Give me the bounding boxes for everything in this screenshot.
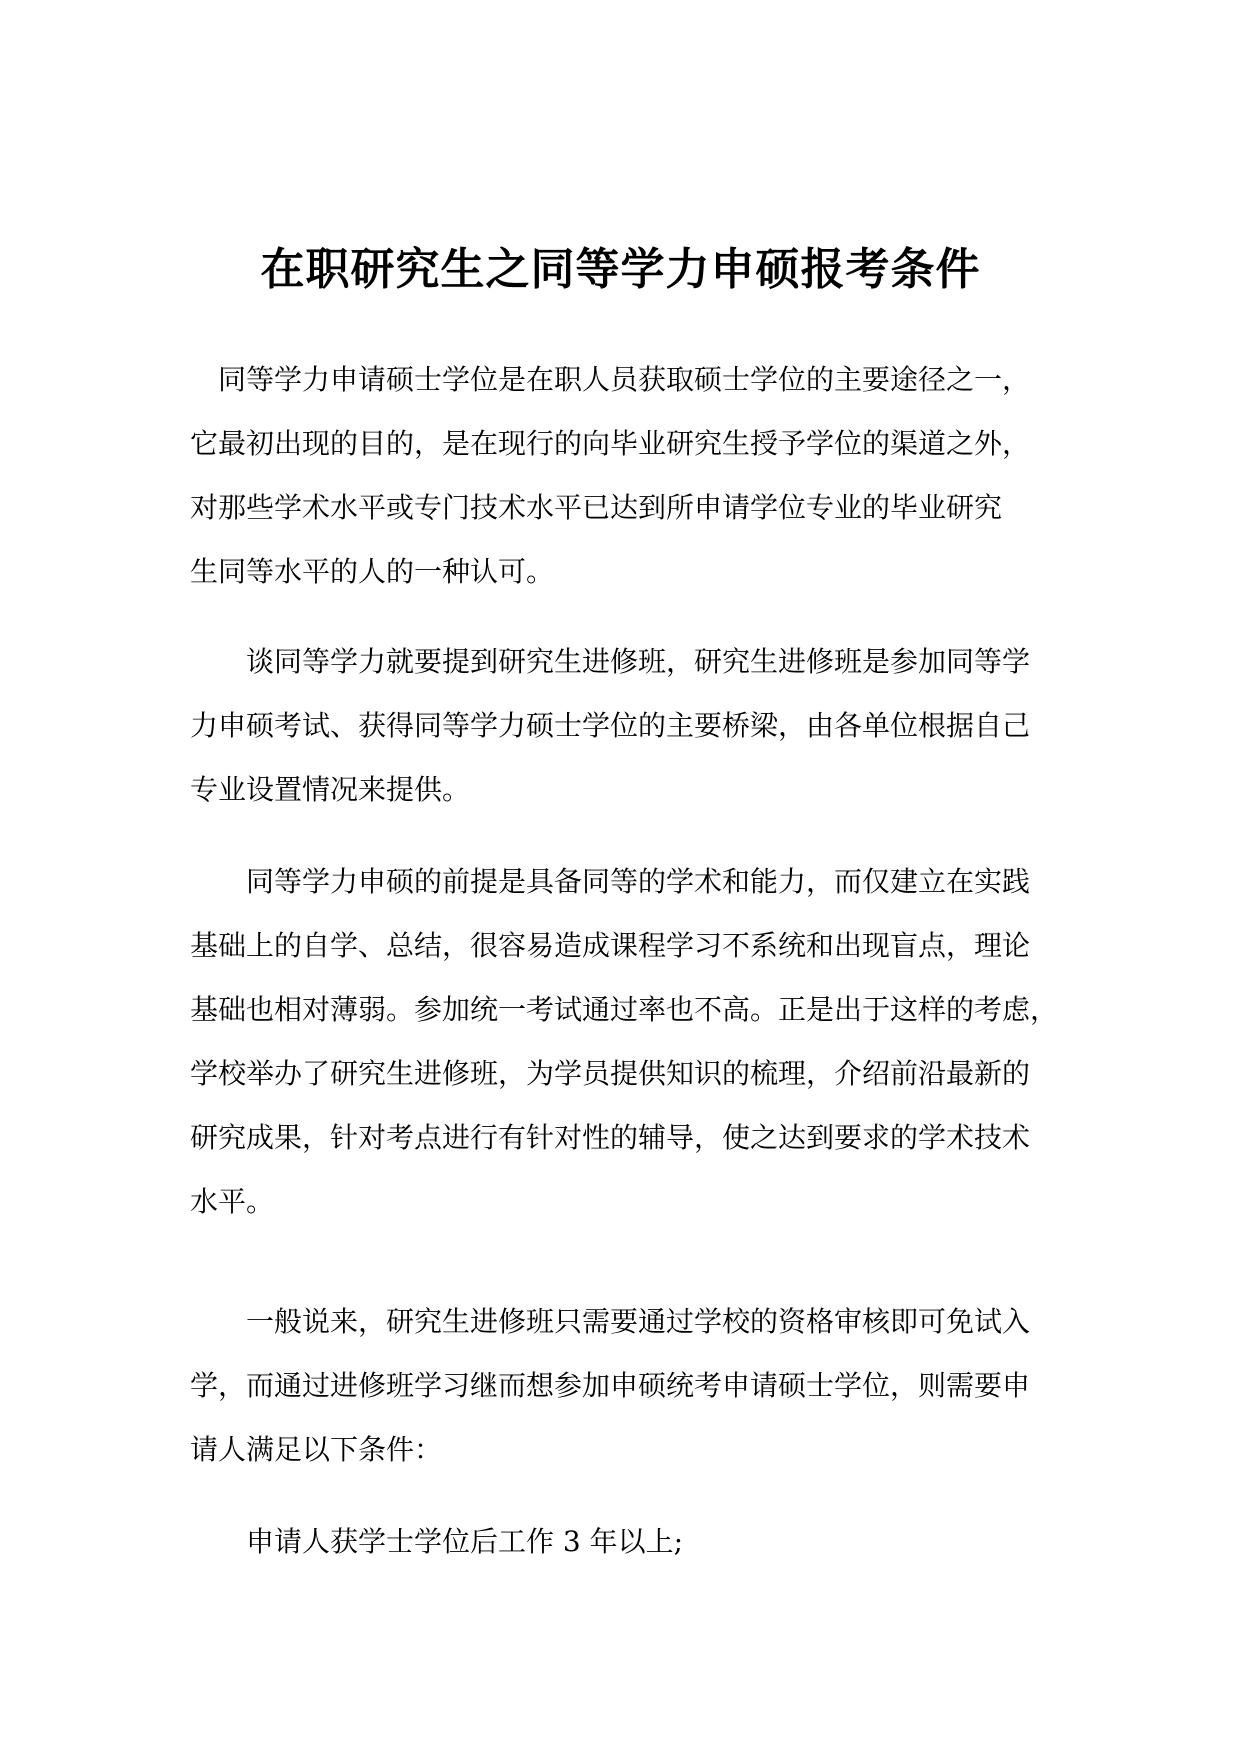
paragraph-1 [190, 348, 1070, 604]
paragraph-line: 力申硕考试、获得同等学力硕士学位的主要桥梁，由各单位根据自己 [190, 709, 1031, 742]
paragraph-line: 基础也相对薄弱。参加统一考试通过率也不高。正是出于这样的考虑， [190, 993, 1059, 1026]
paragraph-line: 学，而通过进修班学习继而想参加申硕统考申请硕士学位，则需要申 [190, 1369, 1031, 1402]
paragraph-line: 同等学力申硕的前提是具备同等的学术和能力，而仅建立在实践 [190, 865, 1031, 898]
paragraph-line: 生同等水平的人的一种认可。 [190, 555, 555, 588]
paragraph-4 [190, 1290, 1070, 1482]
paragraph-5 [190, 1510, 1070, 1574]
paragraph-line: 基础上的自学、总结，很容易造成课程学习不系统和出现盲点，理论 [190, 929, 1031, 962]
paragraph-line: 对那些学术水平或专门技术水平已达到所申请学位专业的毕业研究 [190, 491, 1003, 524]
paragraph-line: 水平。 [190, 1185, 275, 1218]
paragraph-line: 一般说来，研究生进修班只需要通过学校的资格审核即可免试入 [190, 1305, 1031, 1338]
paragraph-line: 研究成果，针对考点进行有针对性的辅导，使之达到要求的学术技术 [190, 1121, 1031, 1154]
paragraph-line: 请人满足以下条件： [190, 1433, 443, 1466]
paragraph-2 [190, 630, 1070, 822]
paragraph-line: 同等学力申请硕士学位是在职人员获取硕士学位的主要途径之一， [190, 363, 1031, 396]
paragraph-line: 学校举办了研究生进修班，为学员提供知识的梳理，介绍前沿最新的 [190, 1057, 1031, 1090]
document-title: 在职研究生之同等学力申硕报考条件 [260, 244, 981, 295]
paragraph-line: 谈同等学力就要提到研究生进修班，研究生进修班是参加同等学 [190, 645, 1031, 678]
paragraph-line: 申请人获学士学位后工作 3 年以上; [190, 1525, 684, 1558]
paragraph-3 [190, 850, 1070, 1234]
paragraph-line: 专业设置情况来提供。 [190, 773, 471, 806]
paragraph-line: 它最初出现的目的，是在现行的向毕业研究生授予学位的渠道之外， [190, 427, 1031, 460]
